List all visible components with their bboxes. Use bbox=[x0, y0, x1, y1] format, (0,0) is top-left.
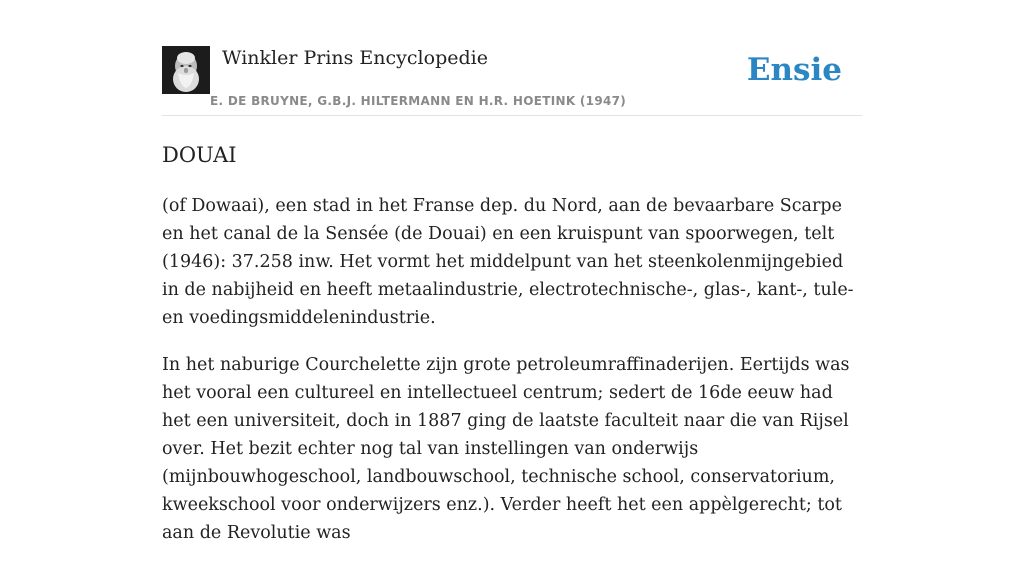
entry-title: DOUAI bbox=[162, 143, 237, 167]
paragraph: (of Dowaai), een stad in het Franse dep. du Nord, aan de bevaarbare Scarpe en het canal de la Sensée (de Douai) en een kruispunt van spoorwegen, telt (1946): 37.258 inw. Het vormt het middelpunt van het steenkolenmijngebied in de nabijheid en heeft metaalindustrie, electrotechnische-, glas-, kant-, tule- en voedingsmiddelenindustrie. bbox=[162, 196, 854, 328]
site-title[interactable]: Winkler Prins Encyclopedie bbox=[222, 47, 488, 69]
site-header bbox=[162, 0, 862, 116]
ensie-logo[interactable]: Ensie bbox=[746, 52, 842, 88]
page bbox=[162, 0, 862, 543]
entry-body bbox=[162, 192, 862, 566]
author-avatar[interactable] bbox=[162, 46, 210, 94]
paragraph: In het naburige Courchelette zijn grote petroleumraffinaderijen. Eertijds was het vooral een cultureel en intellectueel centrum; sedert de 16de eeuw had het een universiteit, doch in 1887 ging de laatste faculteit naar die van Rijsel over. Het bezit echter nog tal van instellingen van onderwijs (mijnbouwhogeschool, landbouwschool, technische school, conservatorium, kweekschool voor onderwijzers enz.). Verder heeft het een appèlgerecht; tot aan de Revolutie was bbox=[162, 355, 850, 543]
bearded-man-portrait-icon bbox=[162, 46, 210, 94]
authors-line: E. DE BRUYNE, G.B.J. HILTERMANN EN H.R. HOETINK (1947) bbox=[210, 94, 627, 108]
